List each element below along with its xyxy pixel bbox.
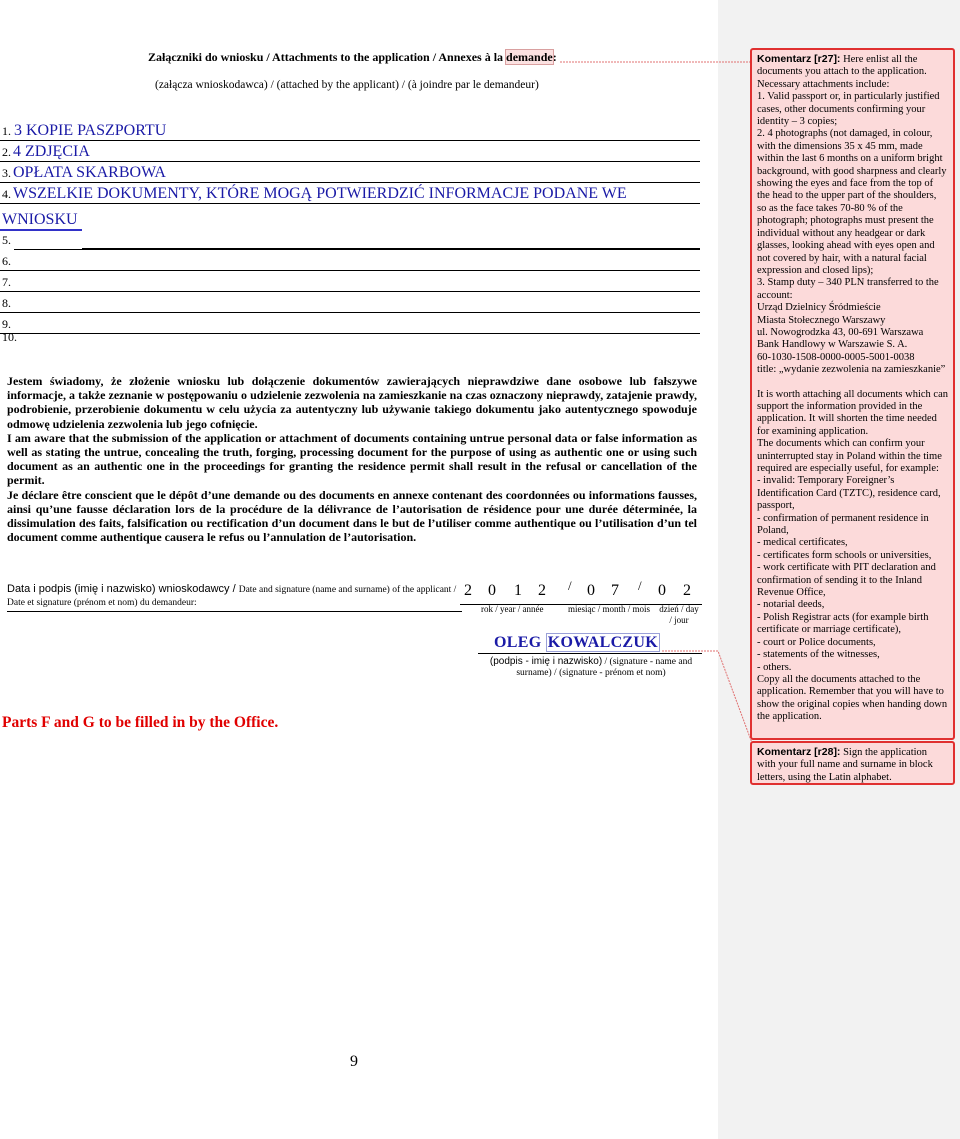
comment-line: - others.: [757, 661, 792, 673]
attachment-row-8: [0, 292, 700, 313]
comment-line: title: „wydanie zezwolenia na zamieszkanie”: [757, 364, 946, 376]
attachment-row-3: [0, 162, 700, 183]
comment-line: - certificates form schools or universities,: [757, 549, 932, 561]
office-note: Parts F and G to be filled in by the Office.: [2, 714, 279, 731]
date-label-day: dzień / day / jour: [659, 604, 699, 625]
attachment-row-5-line: [14, 229, 700, 250]
comment-line: Here enlist all the documents you attach to the application.: [757, 54, 927, 78]
comment-line: - court or Police documents,: [757, 636, 876, 648]
date-digit: 2: [683, 582, 691, 599]
row-text: OPŁATA SKARBOWA: [13, 164, 166, 181]
declaration-fr: Je déclare être conscient que le dépôt d’une demande ou des documents en annexe contenant des coordonnées ou informations fausses, ainsi qu’une fausse déclaration lors de la procédure de la délivrance de l’autorisation de résidence pour une durée déterminée, la dissimulation des faits, falsification ou rectification d’un document dans le but de l’utiliser comme authentique ou l’utilisation d’un tel document comme authentique causera le refus ou l’annulation de l’autorisation.: [7, 487, 697, 545]
comment-line: - notarial deeds,: [757, 599, 825, 611]
row-number: 10.: [2, 330, 17, 344]
date-digit: 0: [587, 582, 595, 599]
attachment-row-4-cont: [0, 209, 700, 229]
attachment-row-7: [0, 271, 700, 292]
date-separator: /: [568, 578, 572, 593]
comment-line: - medical certificates,: [757, 537, 848, 549]
comment-line: Sign the application with your full name and surname in block letters, using the Latin alphabet.: [757, 747, 933, 783]
attachment-row-4: [0, 183, 700, 204]
date-separator: /: [638, 578, 642, 593]
comment-head: Komentarz [r28]:: [757, 746, 841, 758]
date-digit: 2: [538, 582, 546, 599]
comment-line: 3. Stamp duty – 340 PLN transferred to the account:: [757, 277, 939, 301]
row-number: 9.: [2, 317, 11, 331]
date-field[interactable]: [460, 578, 702, 605]
comment-r28[interactable]: [750, 741, 955, 785]
date-label-year: rok / year / année: [481, 604, 544, 614]
row-number: 1.: [2, 124, 11, 138]
date-digit: 1: [514, 582, 522, 599]
attachment-row-1: [0, 120, 700, 141]
declaration-en: I am aware that the submission of the application or attachment of documents containing untrue personal data or false information as well as stating the untrue, concealing the truth, forging, processing document for the purpose of using as authentic one or using such document as an authentic one in the proceedings for granting the residence permit shall result in the refusal or cancellation of the permit.: [7, 430, 697, 488]
attachments-subtitle: (załącza wnioskodawca) / (attached by the applicant) / (à joindre par le demandeur): [155, 79, 539, 91]
comment-line: - work certificate with PIT declaration and confirmation of sending it to the Inland Revenue Office,: [757, 562, 936, 599]
attachments-title: Załączniki do wniosku / Attachments to the application / Annexes à la demande:: [148, 50, 557, 64]
signature-name[interactable]: OLEG KOWALCZUK: [494, 634, 659, 651]
comment-line: - statements of the witnesses,: [757, 649, 880, 661]
row-number: 4.: [2, 187, 11, 201]
row-text: WSZELKIE DOKUMENTY, KTÓRE MOGĄ POTWIERDZIĆ INFORMACJE PODANE WE: [13, 185, 627, 202]
comment-line: Urząd Dzielnicy Śródmieście: [757, 302, 881, 314]
comment-line: - invalid: Temporary Foreigner’s Identification Card (TZTC), residence card, passport,: [757, 475, 941, 512]
attachment-row-10: [0, 326, 700, 346]
date-digit: 7: [611, 582, 619, 599]
date-digit: 2: [464, 582, 472, 599]
row-number: 8.: [2, 296, 11, 310]
comment-line: 2. 4 photographs (not damaged, in colour, with the dimensions 35 x 45 mm, made within the last 6 months on a uniform bright background, with good sharpness and clearly showing the eyes and face from the top of the head to the upper part of the shoulders, so as the face takes 70-80 % of the photograph; photographs must present the individual without any headgear or dark glasses, looking ahead with eyes open and not covered by hair, with a natural facial expression and closed lips);: [757, 128, 947, 276]
row-text: 4 ZDJĘCIA: [13, 143, 90, 160]
row-number: 2.: [2, 145, 11, 159]
date-digit: 0: [488, 582, 496, 599]
row-text: WNIOSKU: [2, 211, 78, 228]
comment-line: It is worth attaching all documents which can support the information provided in the application. It will shorten the time needed for examining application.: [757, 388, 948, 437]
comment-head: Komentarz [r27]:: [757, 53, 841, 65]
comment-r27[interactable]: [750, 48, 955, 740]
page-number: 9: [350, 1053, 358, 1070]
comment-line: ul. Nowogrodzka 43, 00-691 Warszawa: [757, 326, 924, 338]
row-number: 5.: [2, 233, 11, 247]
comment-line: - confirmation of permanent residence in Poland,: [757, 512, 929, 537]
row-number: 7.: [2, 275, 11, 289]
comment-anchor-r28: KOWALCZUK: [547, 634, 659, 651]
date-digit: 0: [658, 582, 666, 599]
comment-line: Necessary attachments include:: [757, 78, 890, 90]
comment-anchor-r27[interactable]: demande: [506, 50, 553, 64]
attachment-row-2: [0, 141, 700, 162]
comment-line: 60-1030-1508-0000-0005-5001-0038: [757, 351, 915, 363]
row-number: 6.: [2, 254, 11, 268]
comment-line: - Polish Registrar acts (for example birth certificate or marriage certificate),: [757, 611, 929, 636]
comment-line: 1. Valid passport or, in particularly justified cases, other documents confirming your identity – 3 copies;: [757, 91, 940, 128]
signature-line: [478, 653, 702, 654]
attachment-row-6: [0, 250, 700, 271]
row-text: 3 KOPIE PASZPORTU: [14, 122, 167, 139]
signature-label: Data i podpis (imię i nazwisko) wnioskodawcy / Date and signature (name and surname) of the applicant / Date et signature (prénom et nom) du demandeur:: [7, 583, 462, 612]
comment-line: Miasta Stołecznego Warszawy: [757, 314, 886, 326]
comment-line: The documents which can confirm your uninterrupted stay in Poland within the time required are especially useful, for example:: [757, 438, 942, 474]
date-label-month: miesiąc / month / mois: [568, 604, 650, 614]
comment-line: Bank Handlowy w Warszawie S. A.: [757, 339, 908, 351]
signature-caption: (podpis - imię i nazwisko) / (signature - name and surname) / (signature - prénom et nom): [489, 656, 693, 678]
row-number: 3.: [2, 166, 11, 180]
declaration: [7, 374, 697, 544]
declaration-pl: Jestem świadomy, że złożenie wniosku lub dołączenie dokumentów zawierających nieprawdziwe dane osobowe lub fałszywe informacje, a także zeznanie w postępowaniu o udzielenie zezwolenia na zamieszkanie na czas oznaczony nieprawdy, zatajenie prawdy, podrobienie, przerobienie dokumentu w celu użycia za autentyczny lub używanie takiego dokumentu jako autentycznego spowoduje odmowę udzielenia zezwolenia lub jego cofnięcie.: [7, 374, 697, 431]
comment-line: Copy all the documents attached to the application. Remember that you will have to show the original copies when handing down the application.: [757, 673, 948, 723]
